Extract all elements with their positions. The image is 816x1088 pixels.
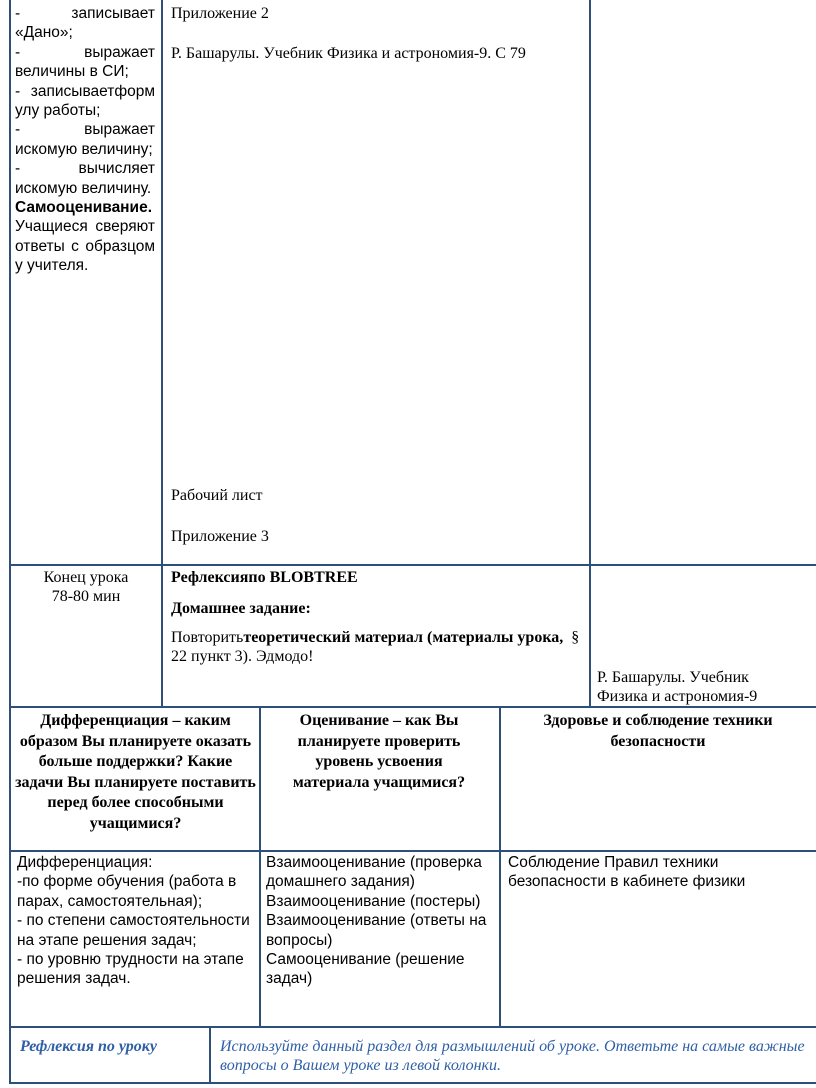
action-line: - вычисляет искомую величину. xyxy=(15,160,155,197)
textbook-ref: Р. Башарулы. Учебник Физика и астрономия-9. С 79 xyxy=(171,45,526,62)
health-content: Соблюдение Правил техники безопасности в кабинете физики xyxy=(508,854,746,891)
action-line: - записывает «Дано»; xyxy=(15,5,155,42)
lesson-reflection-label: Рефлексия по уроку xyxy=(20,1038,158,1055)
action-line: - выражает искомую величину; xyxy=(15,121,155,158)
worksheet: Рабочий лист xyxy=(171,487,263,504)
self-evaluation-label: Самооценивание. xyxy=(15,199,153,217)
action-line: - выражает величины в СИ; xyxy=(15,43,155,81)
assessment-header: Оценивание – как Вы планируете проверить уровень усвоения материала учащимися? xyxy=(292,712,466,791)
homework-label: Домашнее задание: xyxy=(171,600,311,617)
differentiation-header: Дифференциация – каким образом Вы планируете оказать больше поддержки? Какие задачи Вы планируете поставить перед более способными учащимися? xyxy=(15,712,256,832)
appendix-2: Приложение 2 xyxy=(171,5,269,22)
self-evaluation xyxy=(15,198,155,276)
reflection-title: Рефлексияпо BLOBTREE xyxy=(171,569,358,586)
student-actions-cell xyxy=(15,4,155,276)
assessment-content: Взаимооценивание (проверка домашнего задания) Взаимооценивание (постеры) Взаимооценивание (ответы на вопросы) Самооценивание (решение задач) xyxy=(266,854,487,988)
appendix-3: Приложение 3 xyxy=(171,528,269,545)
differentiation-content: Дифференциация: -по форме обучения (работа в парах, самостоятельная); - по степени самостоятельности на этапе решения задач; - по уровню трудности на этапе решения задач. xyxy=(17,854,250,988)
lesson-end-cell xyxy=(11,568,161,606)
resources-cell xyxy=(171,4,581,63)
textbook-resource: Р. Башарулы. Учебник Физика и астрономия-9 xyxy=(597,669,758,705)
lesson-reflection-text: Используйте данный раздел для размышлений об уроке. Ответьте на самые важные вопросы о Вашем уроке из левой колонки. xyxy=(220,1038,805,1074)
health-header: Здоровье и соблюдение техники безопасности xyxy=(543,712,773,750)
action-line: - записываетформулу работы; xyxy=(15,82,155,120)
stage-label: Конец урока xyxy=(43,569,129,586)
self-evaluation-text: Учащиеся сверяют ответы с образцом у учителя. xyxy=(15,218,155,275)
stage-time: 78-80 мин xyxy=(51,588,121,605)
reflection-cell xyxy=(171,568,581,666)
homework-text: Повторитьтеоретический материал (материалы урока, § 22 пункт 3). Эдмодо! xyxy=(171,629,580,665)
